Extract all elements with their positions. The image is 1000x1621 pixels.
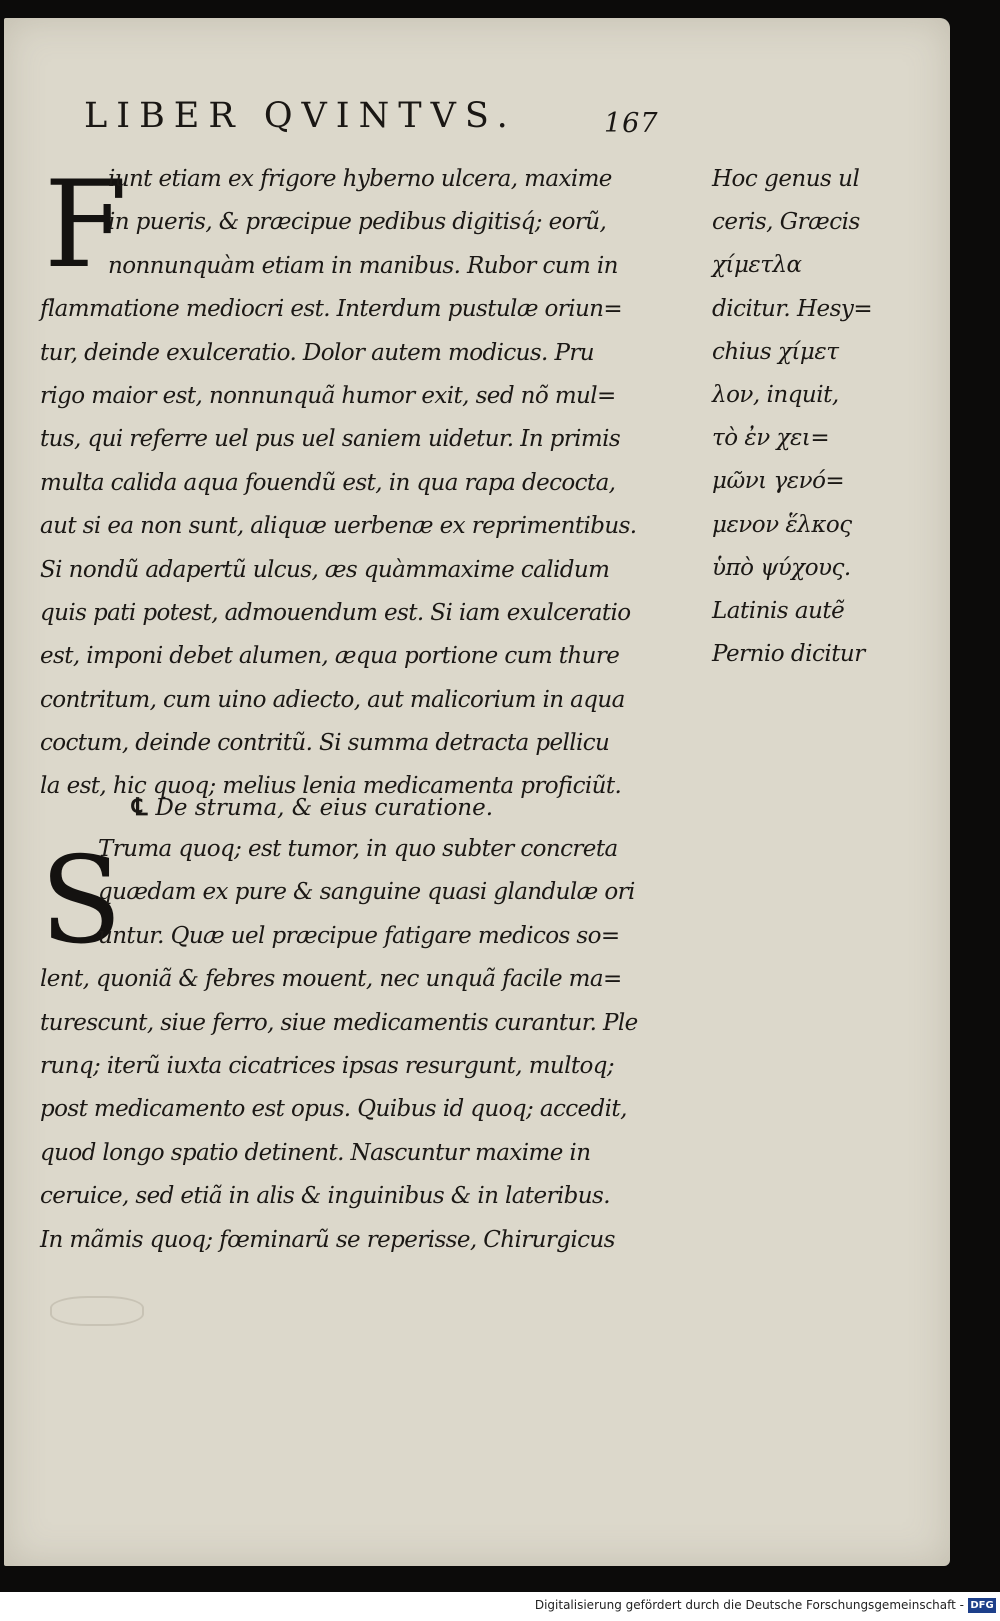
footer-credit: Digitalisierung gefördert durch die Deutsche Forschungsgemeinschaft - xyxy=(534,1598,964,1612)
margin-note xyxy=(712,158,908,676)
text-line: in pueris, & præcipue pedibus digitisq́; eorũ, xyxy=(108,209,607,236)
margin-note-line: chius χίμετ xyxy=(712,338,839,365)
text-line: ceruice, sed etiã in alis & inguinibus & in lateribus. xyxy=(40,1183,610,1210)
text-line: aut si ea non sunt, aliquæ uerbenæ ex reprimentibus. xyxy=(40,513,637,540)
text-line: quis pati potest, admouendum est. Si iam exulceratio xyxy=(40,599,631,626)
main-text-block-1 xyxy=(40,158,700,809)
section-heading-text: De struma, & eius curatione. xyxy=(155,795,494,821)
margin-note-line: Hoc genus ul xyxy=(712,166,860,192)
text-line: quædam ex pure & sanguine quasi glandulæ ori xyxy=(98,879,635,906)
text-line: post medicamento est opus. Quibus id quoq; accedit, xyxy=(40,1096,627,1123)
page-number: 167 xyxy=(604,108,659,139)
text-line: rigo maior est, nonnunquã humor exit, sed nõ mul= xyxy=(40,382,616,409)
margin-note-line: dicitur. Hesy= xyxy=(712,295,873,322)
text-line: flammatione mediocri est. Interdum pustulæ oriun= xyxy=(40,296,623,323)
paragraph-mark-icon: ℄ xyxy=(132,792,148,821)
text-line: multa calida aqua fouendũ est, in qua rapa decocta, xyxy=(40,469,616,496)
text-line: quod longo spatio detinent. Nascuntur maxime in xyxy=(40,1139,591,1166)
margin-note-line: τὸ ἐν χει= xyxy=(712,425,830,452)
footer-bar xyxy=(0,1594,1000,1621)
text-line: lent, quoniã & febres mouent, nec unquã facile ma= xyxy=(40,966,622,993)
margin-note-line: μενον ἕλκος xyxy=(712,511,852,538)
margin-note-line: λον, inquit, xyxy=(712,381,839,408)
drop-initial-f: F xyxy=(44,156,128,295)
text-line: coctum, deinde contritũ. Si summa detracta pellicu xyxy=(40,730,610,757)
margin-note-line: χίμετλα xyxy=(712,252,802,279)
text-line: tus, qui referre uel pus uel saniem uidetur. In primis xyxy=(40,426,621,453)
margin-note-line: ceris, Græcis xyxy=(712,209,860,236)
running-head: LIBER QVINTVS. xyxy=(84,96,517,136)
margin-note-line: Pernio dicitur xyxy=(712,641,865,668)
text-line: runq; iterũ iuxta cicatrices ipsas resurgunt, multoq; xyxy=(40,1052,615,1079)
drop-initial-s: S xyxy=(40,832,123,971)
dfg-logo: DFG xyxy=(968,1598,996,1613)
margin-note-line: ὑπὸ ψύχους. xyxy=(712,554,851,581)
text-line: In mãmis quoq; fœminarũ se reperisse, Chirurgicus xyxy=(40,1226,615,1253)
main-text-block-2 xyxy=(40,828,700,1262)
text-line: contritum, cum uino adiecto, aut malicorium in aqua xyxy=(40,686,625,713)
text-line: tur, deinde exulceratio. Dolor autem modicus. Pru xyxy=(40,339,594,366)
text-line: turescunt, siue ferro, siue medicamentis curantur. Ple xyxy=(40,1009,638,1036)
text-line: iunt etiam ex frigore hyberno ulcera, maxime xyxy=(108,166,612,192)
margin-note-line: Latinis autẽ xyxy=(712,597,845,624)
text-line: Si nondũ adapertũ ulcus, æs quàmmaxime calidum xyxy=(40,556,610,583)
margin-note-line: μῶνι γενό= xyxy=(712,468,845,495)
text-line: Truma quoq; est tumor, in quo subter concreta xyxy=(98,836,618,862)
section-heading xyxy=(132,792,493,821)
text-line: la est, hic quoq; melius lenia medicamenta proficiũt. xyxy=(40,773,622,800)
text-line: est, imponi debet alumen, æqua portione cum thure xyxy=(40,643,620,670)
faint-stamp-mark xyxy=(50,1296,144,1326)
text-line: nonnunquàm etiam in manibus. Rubor cum in xyxy=(108,252,618,279)
text-line: untur. Quæ uel præcipue fatigare medicos so= xyxy=(98,922,620,949)
